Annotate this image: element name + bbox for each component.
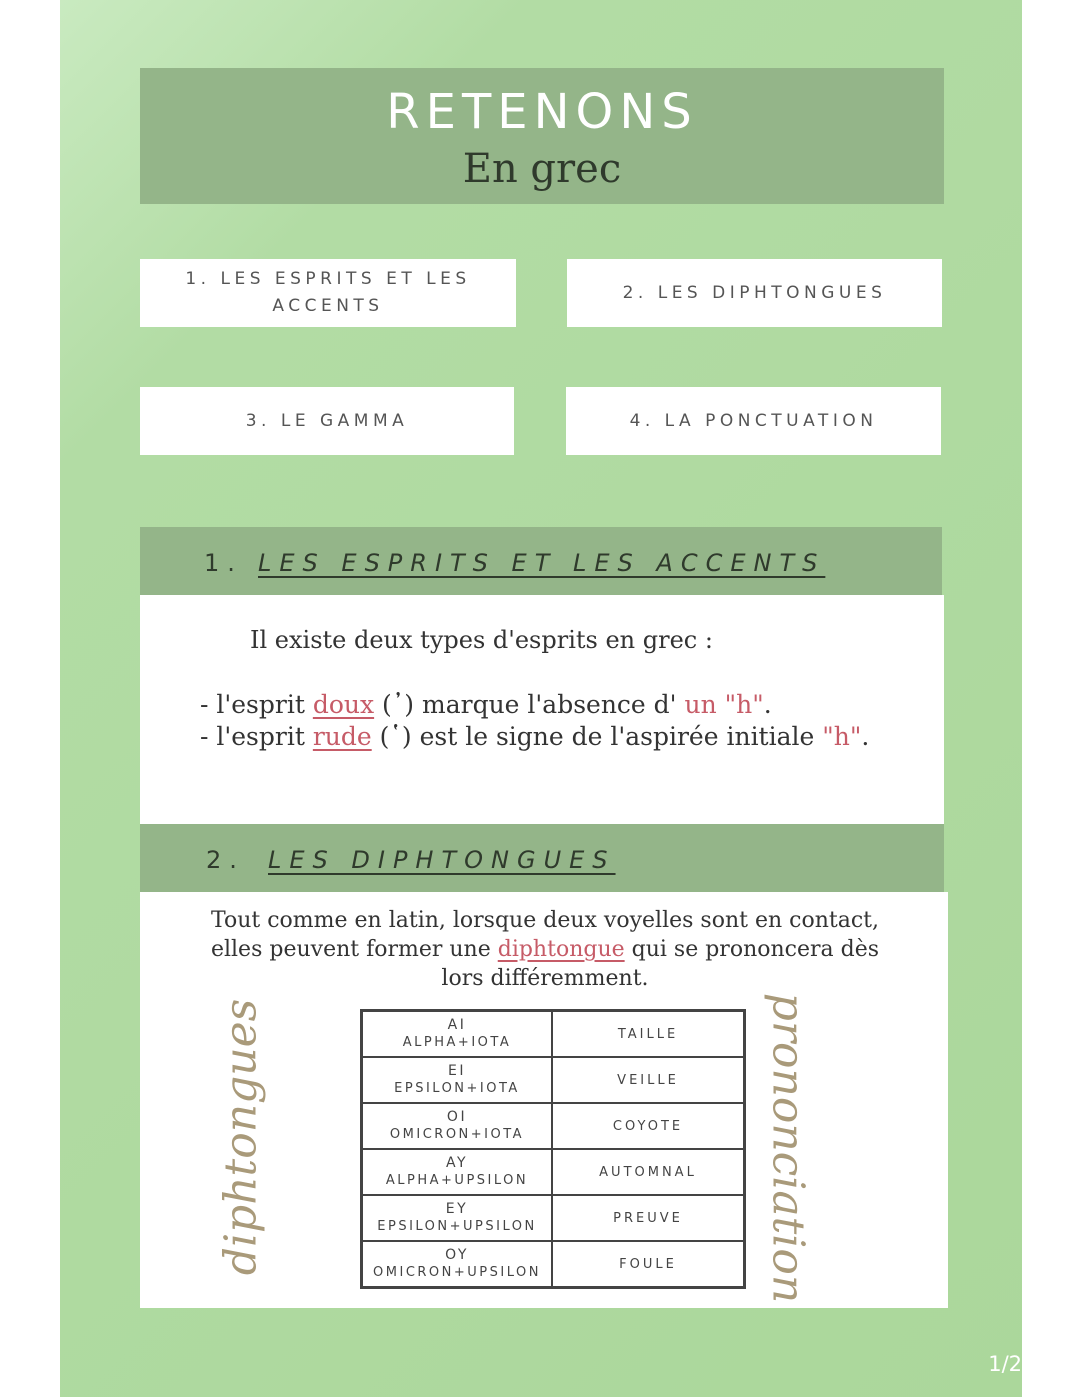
section1-header: [140, 527, 942, 595]
diphtongue-symbol: AI: [447, 1017, 467, 1033]
toc-item-label: 1. LES ESPRITS ET LES ACCENTS: [185, 269, 471, 316]
esprit-doux-line: - l'esprit doux (᾿) marque l'absence d' un "h".: [200, 690, 772, 719]
diphtongue-term: diphtongue: [497, 937, 625, 962]
pronunciation-cell: COYOTE: [552, 1103, 745, 1149]
section2-title: LES DIPHTONGUES: [268, 846, 616, 874]
diphtongue-name: OMICRON+UPSILON: [373, 1265, 541, 1280]
header-banner: [140, 68, 944, 204]
section2-number: 2.: [206, 846, 245, 874]
table-row: [362, 1195, 745, 1241]
toc-item-label: 2. LES DIPHTONGUES: [622, 282, 887, 303]
diphtongue-symbol: AY: [445, 1155, 469, 1171]
section1-title: LES ESPRITS ET LES ACCENTS: [258, 549, 826, 577]
esprit-rude-term: rude: [312, 722, 372, 751]
page-subtitle: En grec: [462, 146, 622, 192]
pronunciation-cell: VEILLE: [552, 1057, 745, 1103]
section1-intro: Il existe deux types d'esprits en grec :: [250, 626, 713, 654]
table-row: [362, 1103, 745, 1149]
prononciation-label: prononciation: [762, 992, 814, 1304]
section2-header: [140, 824, 944, 892]
toc-item-label: 3. LE GAMMA: [245, 410, 409, 431]
toc-item-diphtongues[interactable]: [567, 259, 942, 327]
section1-number: 1.: [204, 549, 243, 577]
pronunciation-cell: TAILLE: [552, 1011, 745, 1058]
diphtongue-symbol: EI: [448, 1063, 466, 1079]
diphtongue-cell: [362, 1057, 553, 1103]
diphtongues-table: [360, 1009, 746, 1289]
toc-item-esprits[interactable]: [140, 259, 516, 327]
esprit-doux-term: doux: [312, 690, 375, 719]
pronunciation-cell: AUTOMNAL: [552, 1149, 745, 1195]
page: [60, 0, 1022, 1397]
toc-item-gamma[interactable]: [140, 387, 514, 455]
page-title: RETENONS: [386, 84, 698, 140]
table-row: [362, 1149, 745, 1195]
toc-item-ponctuation[interactable]: [566, 387, 941, 455]
page-indicator: 1/2: [988, 1352, 1022, 1376]
table-row: [362, 1057, 745, 1103]
diphtongues-label: diphtongues: [215, 998, 267, 1276]
diphtongue-name: ALPHA+UPSILON: [385, 1173, 529, 1188]
diphtongue-cell: [362, 1195, 553, 1241]
toc-item-label: 4. LA PONCTUATION: [629, 410, 878, 431]
diphtongue-name: OMICRON+IOTA: [389, 1127, 525, 1142]
esprit-rude-line: - l'esprit rude (῾) est le signe de l'aspirée initiale "h".: [200, 722, 870, 751]
pronunciation-cell: FOULE: [552, 1241, 745, 1288]
diphtongue-cell: [362, 1149, 553, 1195]
diphtongue-name: EPSILON+UPSILON: [377, 1219, 537, 1234]
pronunciation-cell: PREUVE: [552, 1195, 745, 1241]
table-row: [362, 1011, 745, 1058]
diphtongue-cell: [362, 1103, 553, 1149]
diphtongue-symbol: OY: [445, 1247, 469, 1263]
diphtongue-name: EPSILON+IOTA: [394, 1081, 520, 1096]
diphtongue-name: ALPHA+IOTA: [402, 1035, 512, 1050]
section2-paragraph: Tout comme en latin, lorsque deux voyelles sont en contact, elles peuvent former une diphtongue qui se prononcera dès lors différemment.: [210, 908, 880, 991]
table-row: [362, 1241, 745, 1288]
diphtongue-symbol: EY: [445, 1201, 469, 1217]
diphtongue-cell: [362, 1011, 553, 1058]
diphtongue-symbol: OI: [446, 1109, 468, 1125]
diphtongue-cell: [362, 1241, 553, 1288]
